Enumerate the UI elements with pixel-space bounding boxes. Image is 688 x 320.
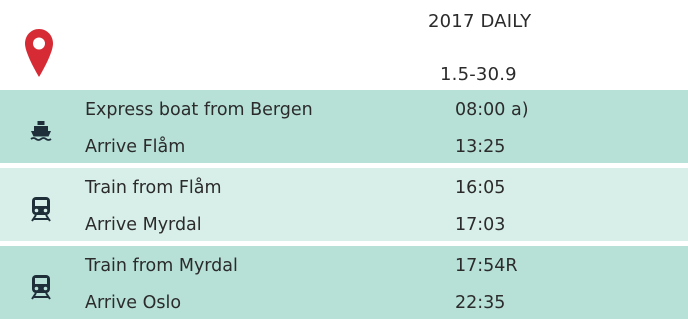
itinerary-table [0, 90, 688, 319]
season-title: 2017 DAILY [428, 11, 532, 32]
itinerary-leg-boat [0, 90, 688, 163]
departure-label: Express boat from Bergen [85, 100, 313, 120]
itinerary-leg-train-myrdal [0, 246, 688, 319]
arrival-time: 13:25 [455, 137, 506, 157]
arrival-time: 22:35 [455, 293, 506, 313]
departure-label: Train from Flåm [85, 178, 222, 198]
departure-label: Train from Myrdal [85, 256, 238, 276]
arrival-label: Arrive Flåm [85, 137, 186, 157]
departure-time: 17:54R [455, 256, 518, 276]
map-pin-icon [24, 28, 54, 78]
arrival-label: Arrive Myrdal [85, 215, 202, 235]
departure-time: 08:00 a) [455, 100, 529, 120]
season-dates: 1.5-30.9 [440, 64, 517, 85]
arrival-label: Arrive Oslo [85, 293, 182, 313]
arrival-time: 17:03 [455, 215, 506, 235]
itinerary-leg-train-flam [0, 168, 688, 241]
departure-time: 16:05 [455, 178, 506, 198]
